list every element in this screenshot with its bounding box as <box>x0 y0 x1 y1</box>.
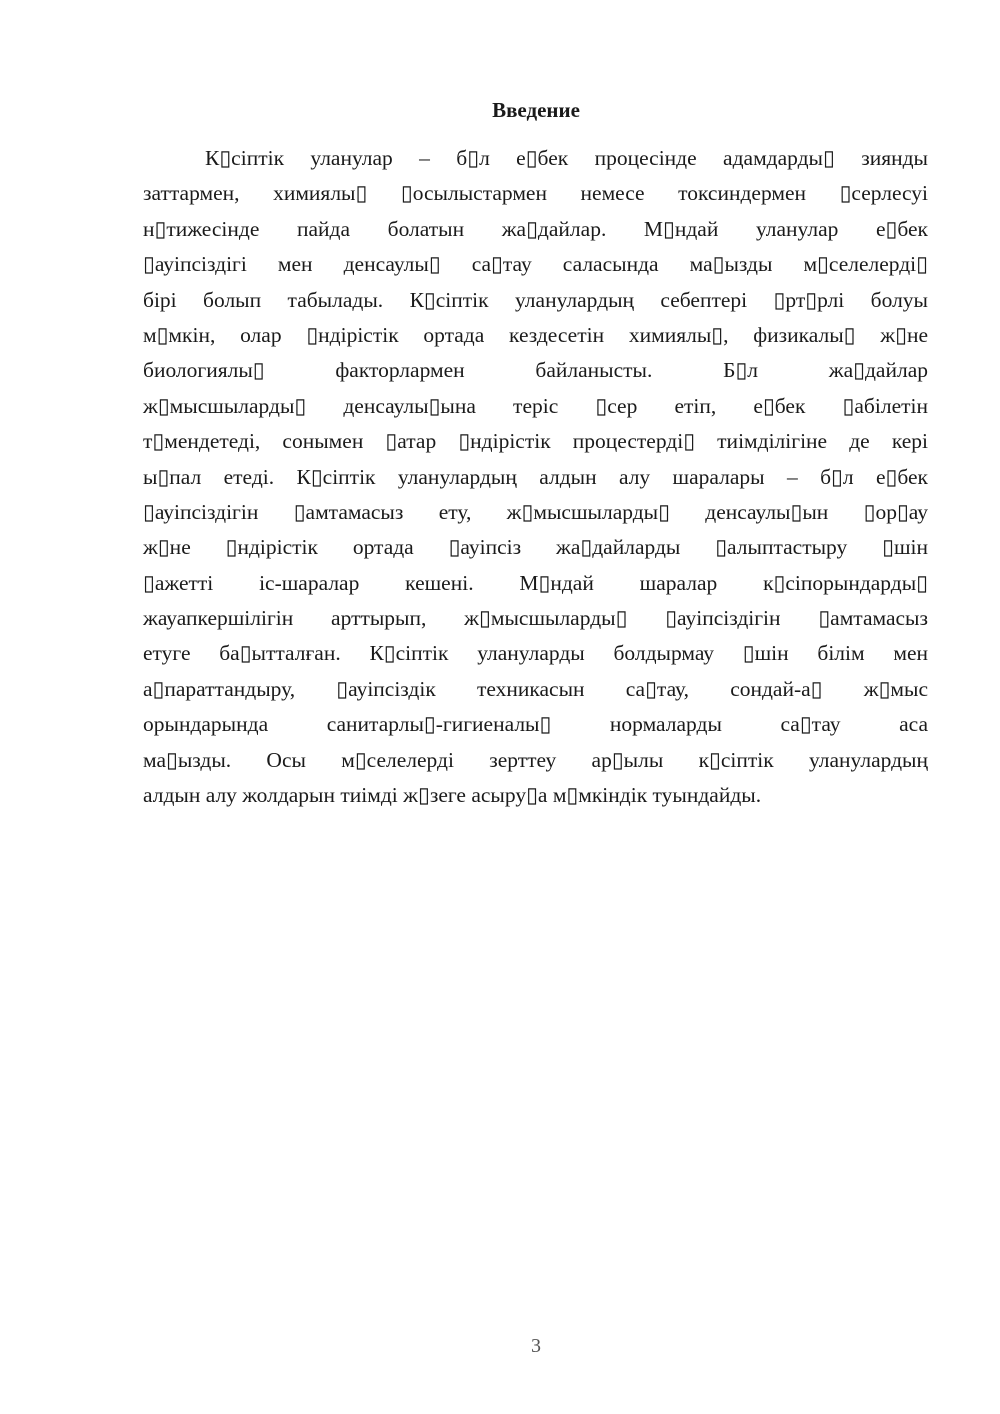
paragraph-line: биологиялы▯ факторлармен байланысты. Б▯л жа▯дайлар <box>143 358 928 383</box>
page-title: Введение <box>492 98 580 122</box>
paragraph-line: ж▯не ▯ндірістік ортада ▯ауіпсіз жа▯дайларды ▯алыптастыру ▯шін <box>143 535 928 560</box>
paragraph-line: а▯параттандыру, ▯ауіпсіздік техникасын са▯тау, сондай-а▯ ж▯мыс <box>143 676 928 701</box>
paragraph-line: К▯сіптік уланулар – б▯л е▯бек процесінде адамдарды▯ зиянды <box>205 146 928 170</box>
paragraph-line: н▯тижесінде пайда болатын жа▯дайлар. М▯ндай уланулар е▯бек <box>143 216 928 241</box>
paragraph-line: ы▯пал етеді. К▯сіптік уланулардың алдын алу шаралары – б▯л е▯бек <box>143 464 928 489</box>
paragraph-line: ▯ауіпсіздігі мен денсаулы▯ са▯тау саласында ма▯ызды м▯селелерді▯ <box>143 252 928 277</box>
paragraph-line: ж▯мысшыларды▯ денсаулы▯ына теріс ▯сер етіп, е▯бек ▯абілетін <box>143 393 928 418</box>
paragraph-line: ▯ауіпсіздігін ▯амтамасыз ету, ж▯мысшыларды▯ денсаулы▯ын ▯ор▯ау <box>143 499 928 524</box>
paragraph-line: бірі болып табылады. К▯сіптік уланулардың себептері ▯рт▯рлі болуы <box>143 287 928 312</box>
paragraph-line: етуге ба▯ытталған. К▯сіптік улануларды болдырмау ▯шін білім мен <box>143 641 928 666</box>
paragraph-line: алдын алу жолдарын тиімді ж▯зеге асыру▯а м▯мкіндік туындайды. <box>143 783 762 808</box>
paragraph-line: жауапкершілігін арттырып, ж▯мысшыларды▯ ▯ауіпсіздігін ▯амтамасыз <box>143 606 928 631</box>
paragraph-line: заттармен, химиялы▯ ▯осылыстармен немесе токсиндермен ▯серлесуі <box>143 181 928 206</box>
paragraph-line: ма▯ызды. Осы м▯селелерді зерттеу ар▯ылы к▯сіптік уланулардың <box>143 747 928 772</box>
body-paragraph <box>143 141 928 813</box>
paragraph-line: орындарында санитарлы▯-гигиеналы▯ нормаларды са▯тау аса <box>143 712 928 737</box>
page-number: 3 <box>531 1335 541 1357</box>
paragraph-line: ▯ажетті іс-шаралар кешені. М▯ндай шаралар к▯сіпорындарды▯ <box>143 570 928 595</box>
paragraph-line: т▯мендетеді, сонымен ▯атар ▯ндірістік процестерді▯ тиімділігіне де кері <box>143 429 928 454</box>
paragraph-line: м▯мкін, олар ▯ндірістік ортада кездесетін химиялы▯, физикалы▯ ж▯не <box>143 322 928 347</box>
